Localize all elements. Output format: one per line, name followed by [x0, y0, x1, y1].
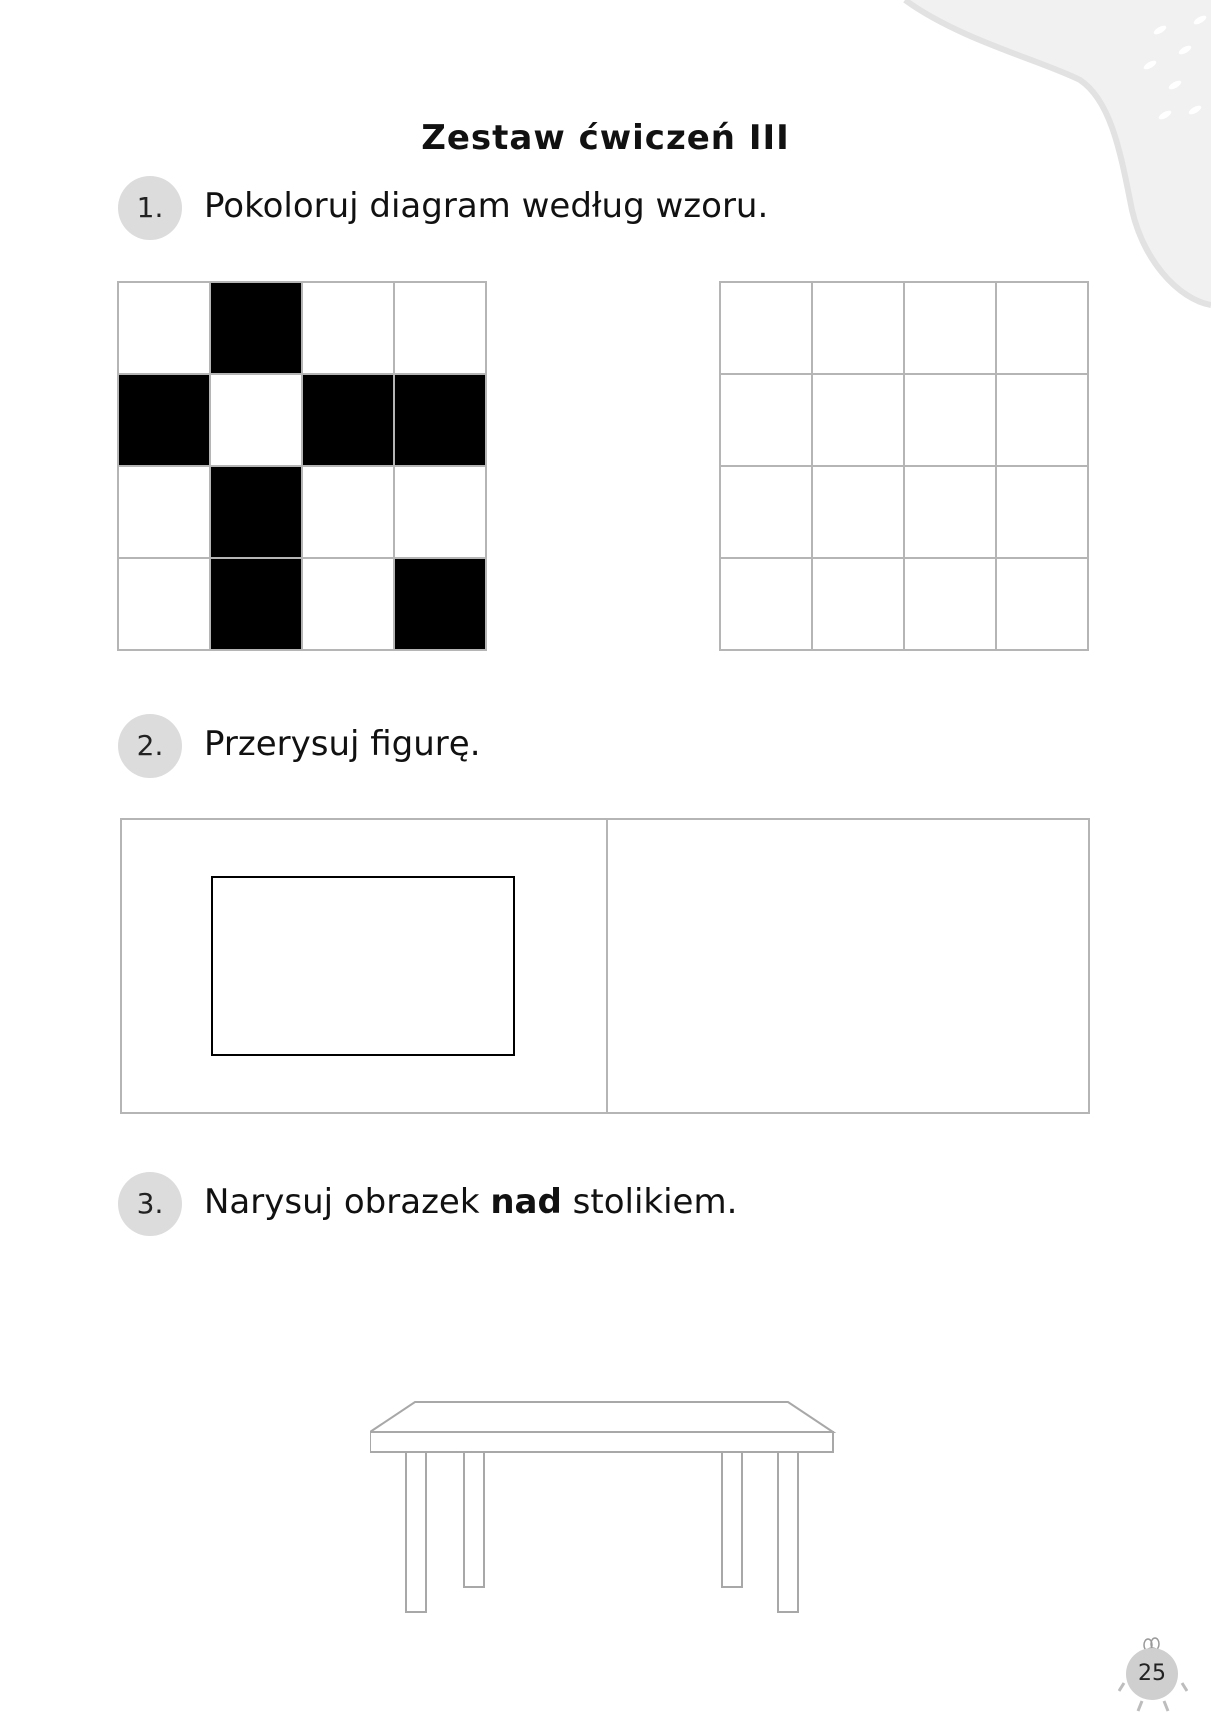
coloring-cell[interactable]: [812, 374, 904, 466]
pattern-cell-white: [394, 466, 486, 558]
pattern-cell-white: [302, 466, 394, 558]
grid-row: [720, 558, 1088, 650]
coloring-grid[interactable]: [719, 281, 1089, 651]
copy-figure-box: [120, 818, 1090, 1114]
grid-row: [118, 558, 486, 650]
coloring-cell[interactable]: [996, 558, 1088, 650]
coloring-cell[interactable]: [720, 374, 812, 466]
coloring-cell[interactable]: [904, 282, 996, 374]
page-title: Zestaw ćwiczeń III: [421, 118, 790, 158]
coloring-cell[interactable]: [720, 282, 812, 374]
instruction-text-before: Narysuj obrazek: [204, 1182, 491, 1222]
table-illustration: [370, 1390, 840, 1620]
coloring-cell[interactable]: [996, 282, 1088, 374]
exercise-3-instruction: [204, 1182, 737, 1222]
instruction-text-after: stolikiem.: [561, 1182, 738, 1222]
instruction-keyword: nad: [490, 1182, 562, 1222]
coloring-cell[interactable]: [720, 466, 812, 558]
pattern-cell-white: [118, 466, 210, 558]
grid-row: [720, 282, 1088, 374]
exercise-3-number: 3.: [118, 1172, 182, 1236]
pattern-cell-white: [302, 558, 394, 650]
grid-row: [720, 374, 1088, 466]
pattern-cell-white: [118, 558, 210, 650]
coloring-cell[interactable]: [812, 282, 904, 374]
pattern-cell-black: [118, 374, 210, 466]
coloring-cell[interactable]: [996, 374, 1088, 466]
grid-row: [720, 466, 1088, 558]
exercise-2-instruction: Przerysuj figurę.: [204, 724, 481, 764]
pattern-grid: [117, 281, 487, 651]
grid-row: [118, 282, 486, 374]
exercise-1-instruction: Pokoloruj diagram według wzoru.: [204, 186, 769, 226]
pattern-cell-black: [394, 374, 486, 466]
coloring-cell[interactable]: [904, 374, 996, 466]
coloring-cell[interactable]: [812, 558, 904, 650]
pattern-cell-black: [210, 558, 302, 650]
pattern-cell-black: [302, 374, 394, 466]
coloring-cell[interactable]: [904, 558, 996, 650]
pattern-cell-black: [394, 558, 486, 650]
coloring-cell[interactable]: [720, 558, 812, 650]
grid-row: [118, 466, 486, 558]
pattern-cell-black: [210, 466, 302, 558]
page-number: 25: [1126, 1648, 1178, 1700]
pattern-cell-white: [302, 282, 394, 374]
model-rectangle: [211, 876, 515, 1056]
coloring-cell[interactable]: [812, 466, 904, 558]
grid-row: [118, 374, 486, 466]
pattern-cell-white: [210, 374, 302, 466]
coloring-cell[interactable]: [996, 466, 1088, 558]
coloring-cell[interactable]: [904, 466, 996, 558]
box-divider: [606, 820, 608, 1112]
exercise-1-number: 1.: [118, 176, 182, 240]
pattern-cell-black: [210, 282, 302, 374]
exercise-2-number: 2.: [118, 714, 182, 778]
pattern-cell-white: [118, 282, 210, 374]
pattern-cell-white: [394, 282, 486, 374]
